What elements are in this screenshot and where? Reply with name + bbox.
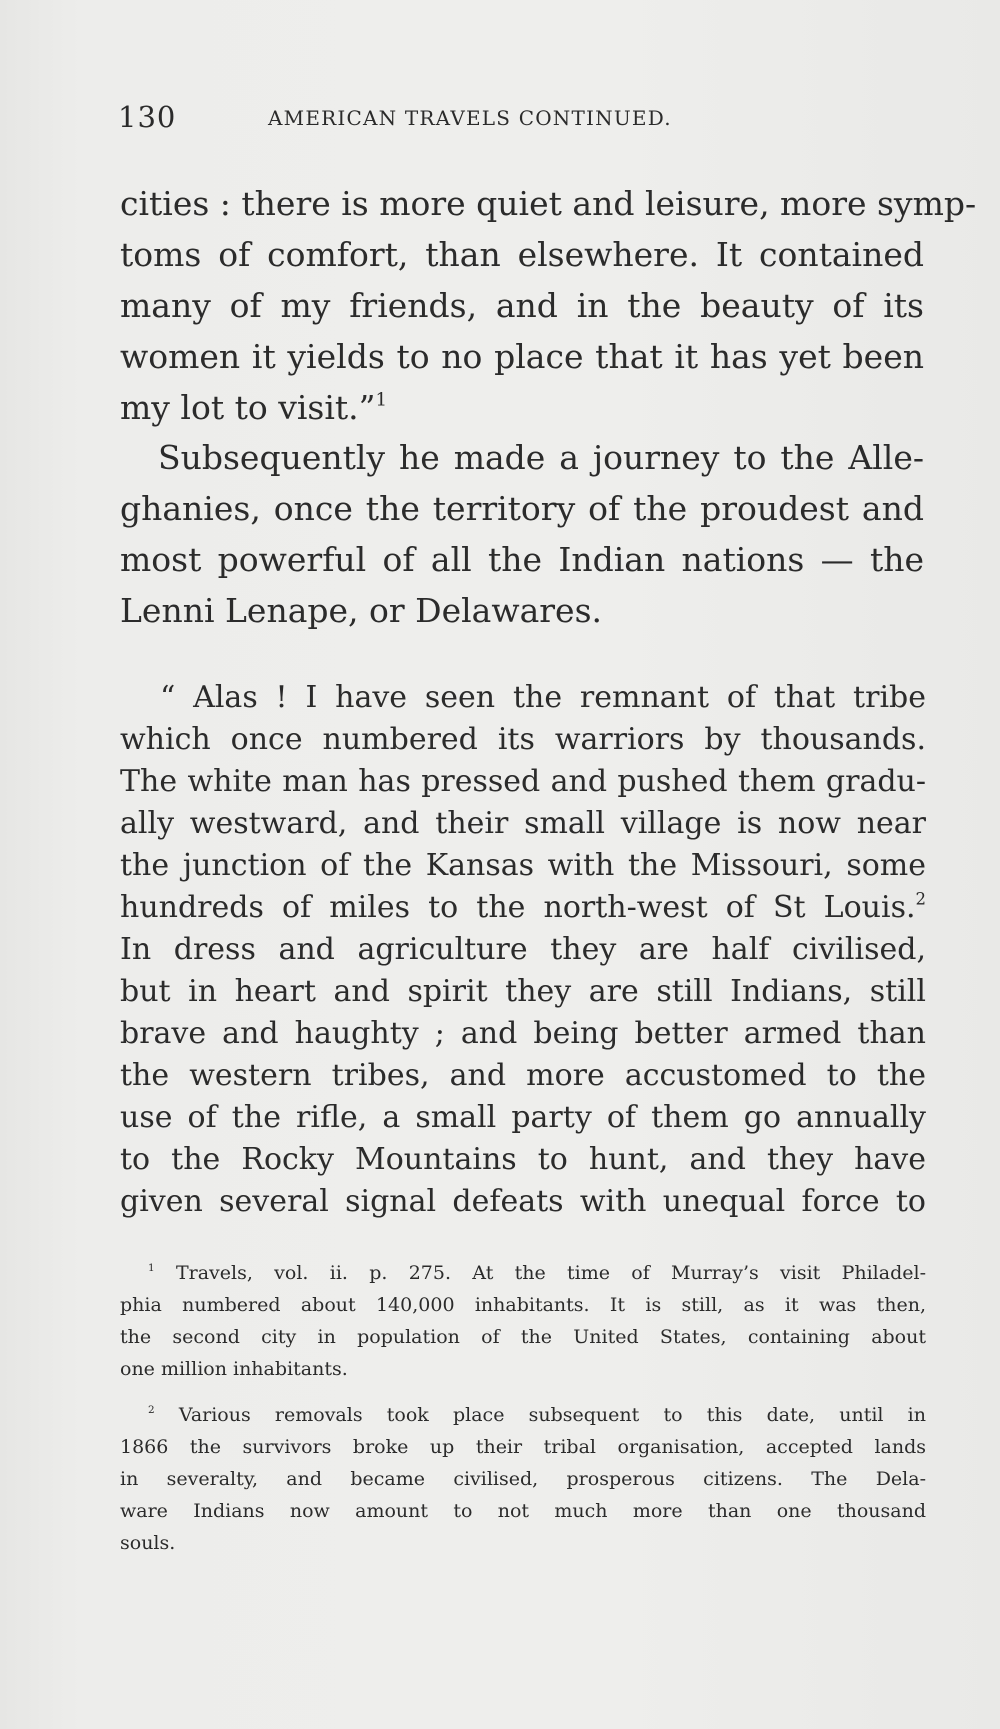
- footnote-line: 1866 the survivors broke up their tribal organisation, accepted lands: [120, 1436, 926, 1458]
- quote-line: [120, 887, 926, 929]
- text-line-content: my lot to visit.”: [120, 388, 376, 427]
- quote-line: brave and haughty ; and being better armed than: [120, 1016, 926, 1051]
- footnote-2: [120, 1399, 926, 1559]
- footnote-line: the second city in population of the United States, containing about: [120, 1326, 926, 1348]
- text-line: women it yields to no place that it has yet been: [120, 337, 924, 376]
- text-line: Subsequently he made a journey to the Alle-: [158, 438, 924, 477]
- paragraph: [120, 432, 924, 636]
- text-line: ghanies, once the territory of the proudest and: [120, 489, 924, 528]
- footnote-line: souls.: [120, 1532, 176, 1554]
- quote-line: which once numbered its warriors by thousands.: [120, 722, 926, 757]
- running-head: AMERICAN TRAVELS CONTINUED.: [268, 106, 672, 130]
- quote-line: but in heart and spirit they are still Indians, still: [120, 974, 926, 1009]
- footnote-line: phia numbered about 140,000 inhabitants. It is still, as it was then,: [120, 1294, 926, 1316]
- quote-line: ally westward, and their small village is now near: [120, 806, 926, 841]
- quote-line: given several signal defeats with unequal force to: [120, 1184, 926, 1219]
- quote-line: The white man has pressed and pushed them gradu-: [120, 764, 926, 799]
- footnote-text: Various removals took place subsequent to this date, until in: [178, 1404, 926, 1426]
- footnote-line: ware Indians now amount to not much more than one thousand: [120, 1500, 926, 1522]
- footnote-marker: 1: [148, 1262, 155, 1275]
- text-line: many of my friends, and in the beauty of its: [120, 286, 924, 325]
- text-line: Lenni Lenape, or Delawares.: [120, 591, 602, 630]
- quote-line: the western tribes, and more accustomed to the: [120, 1058, 926, 1093]
- quote-line: the junction of the Kansas with the Missouri, some: [120, 848, 926, 883]
- quote-line: “ Alas ! I have seen the remnant of that tribe: [160, 680, 926, 715]
- footnote-line: [120, 1399, 926, 1431]
- text-line: toms of comfort, than elsewhere. It contained: [120, 235, 924, 274]
- footnote-text: Travels, vol. ii. p. 275. At the time of Murray’s visit Philadel-: [175, 1262, 926, 1284]
- footnote-line: [120, 1257, 926, 1289]
- page-number: 130: [118, 100, 177, 134]
- quote-line: use of the rifle, a small party of them go annually: [120, 1100, 926, 1135]
- footnote-1: [120, 1257, 926, 1385]
- footnote-line: in severalty, and became civilised, prosperous citizens. The Dela-: [120, 1468, 926, 1490]
- quote-line-content: hundreds of miles to the north-west of St Louis.: [120, 890, 916, 925]
- quote-line: In dress and agriculture they are half civilised,: [120, 932, 926, 967]
- footnote-line: one million inhabitants.: [120, 1358, 348, 1380]
- page-header: [118, 100, 758, 140]
- text-line: [120, 382, 924, 433]
- text-line: most powerful of all the Indian nations — the: [120, 540, 924, 579]
- quote-line: to the Rocky Mountains to hunt, and they have: [120, 1142, 926, 1177]
- footnote-marker: 2: [148, 1404, 155, 1417]
- text-line: cities : there is more quiet and leisure, more symp-: [120, 184, 977, 223]
- paragraph-continued: [120, 178, 977, 433]
- footnote-reference: 2: [915, 889, 926, 909]
- block-quote: [120, 677, 926, 1223]
- footnote-reference: 1: [375, 389, 388, 411]
